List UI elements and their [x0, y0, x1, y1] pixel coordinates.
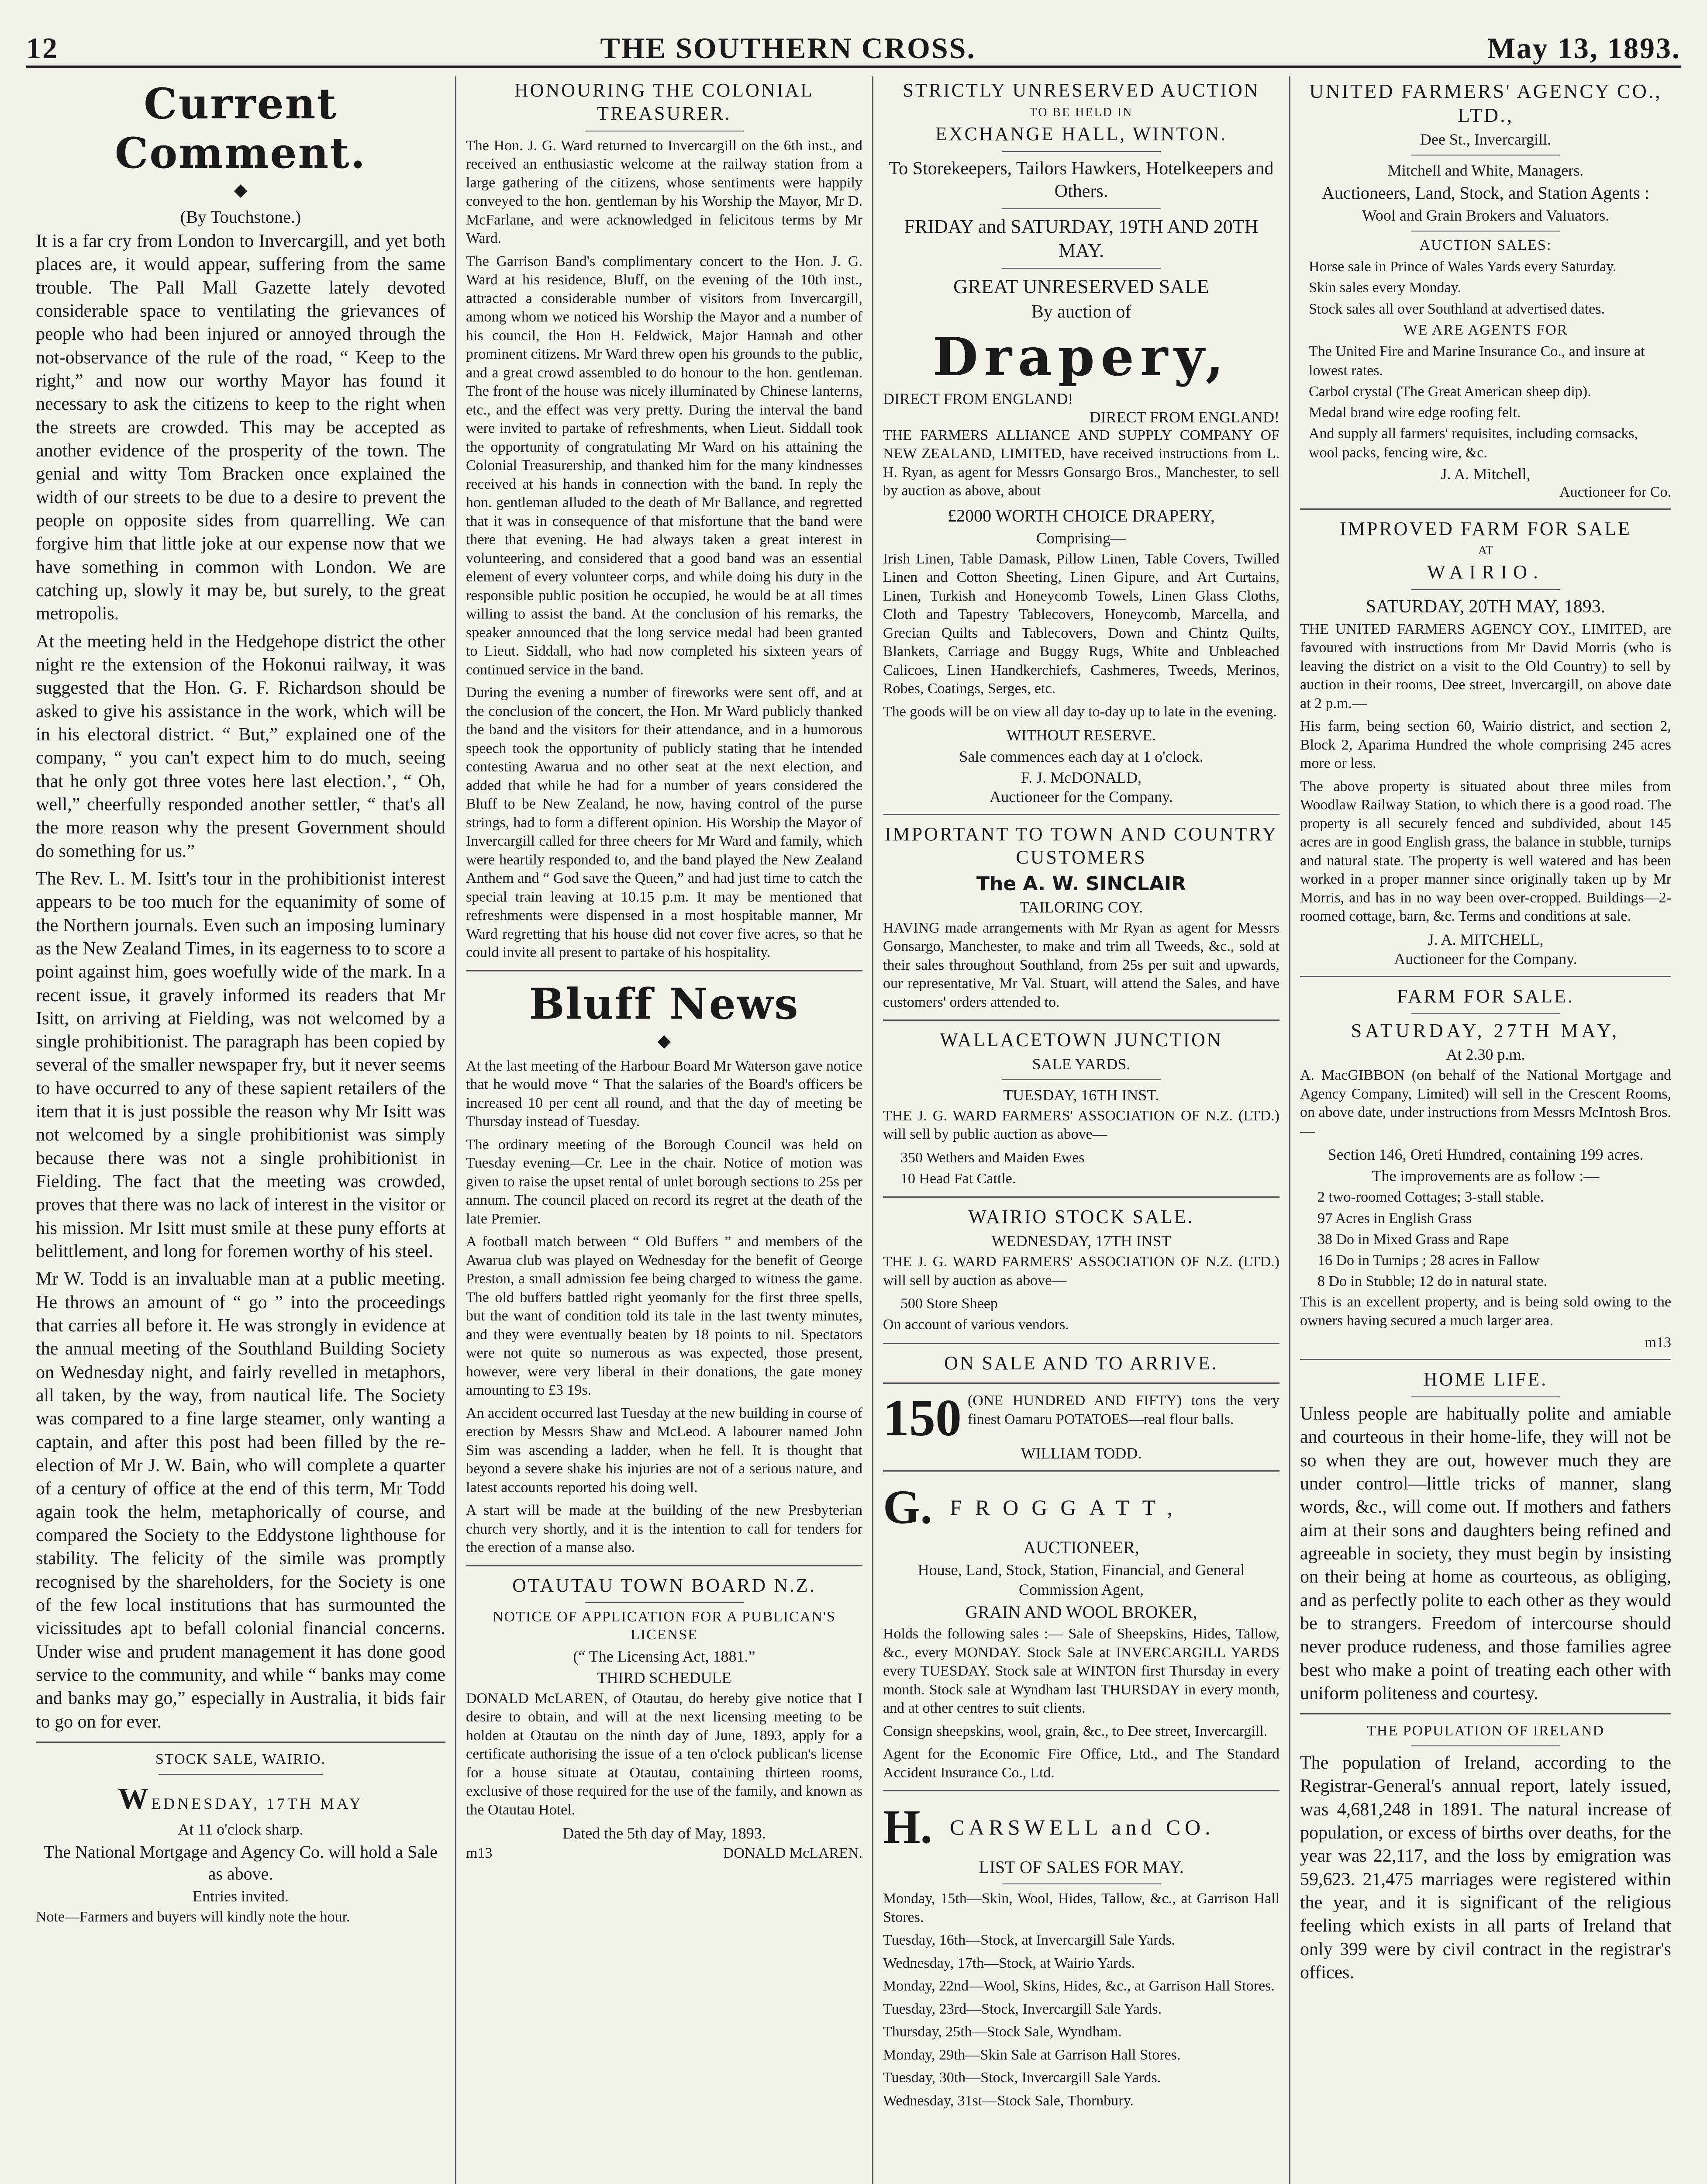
ufa-address: Dee St., Invercargill.	[1420, 131, 1552, 149]
issue-date: May 13, 1893.	[1487, 31, 1681, 65]
divider	[883, 1790, 1279, 1791]
otautau-footer	[466, 1845, 862, 1862]
froggatt-agent: Agent for the Economic Fire Office, Ltd., and The Standard Accident Insurance Co., Ltd.	[883, 1746, 1279, 1781]
auction-great: GREAT UNRESERVED SALE	[953, 275, 1209, 297]
sinclair-body: HAVING made arrangements with Mr Ryan as agent for Messrs Gonsargo, Manchester, to make and trim all Tweeds, &c., sold at their sales throughout Southland, from 25s per suit and upwards, our representative, Mr Val. Stuart, will attend the Sales, and have customers' orders attended to.	[883, 919, 1279, 1010]
divider	[1411, 1745, 1560, 1746]
wallacetown-heading: WALLACETOWN JUNCTION	[940, 1029, 1223, 1051]
list-item: The United Fire and Marine Insurance Co., and insure at lowest rates.	[1309, 343, 1645, 379]
otautau-dated: Dated the 5th day of May, 1893.	[562, 1825, 766, 1842]
column-2	[456, 76, 873, 2184]
divider	[1300, 976, 1671, 977]
wallacetown-body: THE J. G. WARD FARMERS' ASSOCIATION OF N.Z. (LTD.) will sell by public auction as above—	[883, 1107, 1279, 1143]
divider	[883, 1343, 1279, 1344]
farm-body: A. MacGIBBON (on behalf of the National Mortgage and Agency Company, Limited) will sell in the Crescent Rooms, on above date, under instructions from Messrs McIntosh Bros.—	[1300, 1067, 1671, 1139]
auction-venue: EXCHANGE HALL, WINTON.	[935, 123, 1228, 145]
sinclair-name: The A. W. SINCLAIR	[976, 872, 1186, 895]
ref-code: m13	[1645, 1334, 1671, 1351]
list-item: Tuesday, 30th—Stock, Invercargill Sale Yards.	[883, 2070, 1161, 2086]
ufa-heading: UNITED FARMERS' AGENCY CO., LTD.,	[1309, 80, 1662, 127]
divider	[1300, 508, 1671, 510]
newspaper-title: THE SOUTHERN CROSS.	[600, 31, 976, 65]
froggatt-name: FROGGATT,	[950, 1495, 1186, 1520]
list-item: 8 Do in Stubble; 12 do in natural state.	[1317, 1273, 1547, 1290]
ornament-icon: ◆	[657, 1030, 671, 1051]
list-item: Monday, 15th—Skin, Wool, Hides, Tallow, &c., at Garrison Hall Stores.	[883, 1890, 1279, 1925]
farm-heading: FARM FOR SALE.	[1397, 985, 1575, 1007]
improved-heading: IMPROVED FARM FOR SALE	[1340, 518, 1631, 539]
auction-commence: Sale commences each day at 1 o'clock.	[959, 748, 1204, 766]
list-item: Monday, 22nd—Wool, Skins, Hides, &c., at Garrison Hall Stores.	[883, 1978, 1275, 1994]
home-life-body: Unless people are habitually polite and amiable and courteous in their home-life, they will not be so when they are out, however much they are under control—little tricks of manner, slang words, &c., will come out. If mothers and fathers aim at their sons and daughters being refined and agreeable in society, they must begin by insisting on their being at home as courteous, as obliging, and as perfectly polite to each other as they would be to strangers. Freedom of intercourse should never produce rudeness, and those families agree best who make a point of treating each other with uniform politeness and courtesy.	[1300, 1404, 1671, 1704]
otautau-body: DONALD McLAREN, of Otautau, do hereby give notice that I desire to obtain, and will at the next licensing meeting to be holden at Otautau on the ninth day of June, 1893, apply for a certificate authorising the issue of a ten o'clock publican's license for a house situate at Otautau, containing thirteen rooms, exclusive of those required for the use of the family, and known as the Otautau Hotel.	[466, 1690, 862, 1818]
divider	[883, 1019, 1279, 1021]
signer: WILLIAM TODD.	[1021, 1444, 1142, 1462]
otautau-notice: NOTICE OF APPLICATION FOR A PUBLICAN'S LICENSE	[493, 1609, 836, 1643]
columns	[26, 76, 1681, 2184]
drapery-heading: Drapery,	[932, 326, 1230, 388]
ireland-body: The population of Ireland, according to the Registrar-General's annual report, lately issued, was 4,681,248 in 1891. The natural increase of population, or excess of births over deaths, for the year was 22,117, and the loss by emigration was 59,623. 21,475 marriages were registered within the year, and it is significant of the religious feeling which exists in all parts of Ireland that only 399 were by civil contract in the registrar's offices.	[1300, 1753, 1671, 1983]
comment-para: At the meeting held in the Hedgehope district the other night re the extension of the Hokonui railway, it was suggested that the Hon. G. F. Richardson should be asked to give his assistance in the work, which will be in his electoral district. “ But,” explained one of the company, “ you can't expect him to do much, seeing that he only got three votes here last election.’, “ Oh, well,” cheerfully responded another settler, “ that's all the more reason why the present Government should do something for us.”	[36, 631, 445, 861]
list-item: Wednesday, 17th—Stock, at Wairio Yards.	[883, 1955, 1135, 1971]
improved-at: AT	[1478, 544, 1493, 558]
wallacetown-sub: SALE YARDS.	[1032, 1055, 1131, 1073]
auction-comprising: Comprising—	[1036, 529, 1126, 547]
sinclair-heading: IMPORTANT TO TOWN AND COUNTRY CUSTOMERS	[884, 823, 1278, 868]
auction-dates: FRIDAY and SATURDAY, 19TH AND 20TH MAY.	[904, 215, 1259, 261]
divider	[1411, 1396, 1560, 1397]
comment-para: The Rev. L. M. Isitt's tour in the prohibitionist interest appears to be too much for the equanimity of some of the Northern journals. Even such an imposing luminary as the New Zealand Times, in its eagerness to to score a point against him, goes woefully wide of the mark. In a recent issue, it gravely informed its readers that Mr Isitt, on arriving at Fielding, was not welcomed by a single prohibitionist. The paragraph has been copied by several of the smaller newspaper fry, but it never seems to have occurred to any of these sapient retailers of the item that it is just possible the reason why Mr Isitt was not welcomed by a single prohibitionist was simply because there was not a single prohibitionist in Fielding. The fact that the meeting was crowded, proves that there was no lack of interest in the visitor or his mission. Mr Isitt must smile at these puny efforts at belittlement, and long for foremen worthy of his steel.	[36, 868, 445, 1262]
wairio-heading: WAIRIO STOCK SALE.	[968, 1206, 1194, 1228]
divider	[1002, 1883, 1160, 1884]
ufa-brokers: Wool and Grain Brokers and Valuators.	[1362, 207, 1610, 225]
stock-sale-entries: Entries invited.	[193, 1887, 289, 1905]
list-item: Tuesday, 23rd—Stock, Invercargill Sale Yards.	[883, 2001, 1162, 2017]
honour-para: During the evening a number of fireworks were sent off, and at the conclusion of the concert, the Hon. Mr Ward publicly thanked the band and the visitors for their attendance, and in a humorous speech took the opportunity of publicly stating that he intended contesting Awarua and no other seat at the next election, and added that while he had for a number of years considered the Bluff to be New Zealand, he now, having control of the purse strings, had to form a different opinion. His Worship the Mayor of Invercargill called for three cheers for Mr Ward and family, which were heartily responded to, and the band played the New Zealand Anthem and “ God save the Queen,” and had just time to catch the special train leaving at 10.15 p.m. It may be mentioned that refreshments were dispensed in a most hospitable manner, Mr Ward regretting that his house did not cover five acres, so that he could invite all present to partake of his hospitality.	[466, 684, 862, 961]
farm-date: SATURDAY, 27TH MAY,	[1351, 1019, 1621, 1041]
froggatt-desc: House, Land, Stock, Station, Financial, and General Commission Agent,	[917, 1561, 1245, 1599]
divider	[585, 1602, 743, 1603]
divider	[883, 1196, 1279, 1198]
auction-body: THE FARMERS ALLIANCE AND SUPPLY COMPANY OF NEW ZEALAND, LIMITED, have received instructions from L. H. Ryan, as agent for Messrs Gonsargo Bros., Manchester, to sell by auction as above, about	[883, 427, 1279, 499]
stock-sale-heading: STOCK SALE, WAIRIO.	[155, 1751, 326, 1767]
divider	[466, 1565, 862, 1566]
ireland-heading: THE POPULATION OF IRELAND	[1367, 1723, 1604, 1739]
divider	[1411, 589, 1560, 590]
signer: F. J. McDONALD,	[1021, 769, 1142, 787]
comment-para: Mr W. Todd is an invaluable man at a public meeting. He throws an amount of “ go ” into the proceedings that carries all before it. He was strongly in evidence at the annual meeting of the Southland Building Society on Wednesday night, and fairly revelled in metaphors, all taken, by the way, from nautical life. The Society was compared to a fine large steamer, only wanting a captain, and after this post had been filled by the re-election of Mr J. W. Bain, who will complete a quarter of a century of office at the end of this term, Mr Todd again took the helm, metaphorically of course, and compared the Society to the Eddystone lighthouse for stability. The felicity of the simile was promptly recognised by the shareholders, for the Society is one of the few local institutions that has surmounted the vicissitudes apt to befall colonial financial concerns. Under wise and prudent management it has done good service to the community, and while “ banks may come and banks may go,” especially in Australia, it bids fair to go on for ever.	[36, 1269, 445, 1732]
otautau-schedule: THIRD SCHEDULE	[597, 1669, 731, 1686]
onsale-number: 150	[883, 1389, 962, 1447]
divider	[1002, 268, 1160, 269]
bluff-para: A football match between “ Old Buffers ” and members of the Awarua club was played on Wednesday for the benefit of George Preston, a small admission fee being charged to witness the game. The old buffers battled right yeomanly for the first three spells, but the want of condition told its tale in the last twenty minutes, and they were eventually beaten by 18 points to nil. Spectators were not quite so numerous as was expected, those present, however, were very liberal in their donations, the gate money amounting to £3 19s.	[466, 1234, 862, 1399]
list-item: 350 Wethers and Maiden Ewes	[900, 1149, 1085, 1166]
honouring-heading: HONOURING THE COLONIAL TREASURER.	[514, 79, 814, 124]
signer-role: Auctioneer for the Company.	[1394, 950, 1577, 968]
ufa-role: Auctioneers, Land, Stock, and Station Agents :	[1322, 183, 1649, 203]
bluff-para: The ordinary meeting of the Borough Council was held on Tuesday evening—Cr. Lee in the chair. Notice of motion was given to raise the upset rental of unlet borough sections to 25s per annum. The council placed on record its regret at the death of the late Premier.	[466, 1136, 862, 1227]
divider	[1411, 1013, 1560, 1014]
divider	[1300, 1359, 1671, 1360]
auction-without-reserve: WITHOUT RESERVE.	[1006, 726, 1156, 744]
auction-worth: £2000 WORTH CHOICE DRAPERY,	[948, 505, 1215, 525]
onsale-body: (ONE HUNDRED AND FIFTY) tons the very finest Oamaru POTATOES—real flour balls.	[968, 1393, 1279, 1427]
list-item: Wednesday, 31st—Stock Sale, Thornbury.	[883, 2092, 1134, 2109]
auction-audience: To Storekeepers, Tailors Hawkers, Hotelkeepers and Others.	[889, 158, 1274, 202]
direct-from-england: DIRECT FROM ENGLAND!	[1089, 408, 1279, 426]
list-item: On account of various vendors.	[883, 1317, 1069, 1333]
divider	[883, 1382, 1279, 1384]
divider	[466, 970, 862, 971]
carswell-name: CARSWELL and CO.	[950, 1814, 1215, 1839]
list-item: 97 Acres in English Grass	[1317, 1210, 1472, 1227]
comment-para: It is a far cry from London to Invercargill, and yet both places are, it would appear, suffering from the same trouble. The Pall Mall Gazette lately devoted considerable space to ventilating the grievances of people who had been injured or annoyed through the not-observance of the rule of the road, “ Keep to the right,” and now our worthy Mayor has found it necessary to ask the citizens to keep to the right when the streets are crowded. This may be accepted as another evidence of the prosperity of the town. The genial and witty Tom Bracken once explained the width of our streets to be due to a desire to prevent the people on opposite sides from quarrelling. We can forgive him that little joke at our expense now that we have something in common with London. We are catching up, slowly it may be, but surely, to the great metropolis.	[36, 231, 445, 624]
carswell-header	[883, 1799, 1279, 1855]
wairio-date: WEDNESDAY, 17TH INST	[991, 1232, 1171, 1250]
stock-sale-note: Note—Farmers and buyers will kindly note the hour.	[36, 1909, 350, 1925]
otautau-heading: OTAUTAU TOWN BOARD N.Z.	[512, 1574, 816, 1596]
divider	[883, 814, 1279, 815]
list-item: And supply all farmers' requisites, including cornsacks, wool packs, fencing wire, &c.	[1309, 425, 1638, 461]
auction-to-be-held: TO BE HELD IN	[1029, 105, 1133, 119]
ufa-agents-heading: WE ARE AGENTS FOR	[1403, 321, 1568, 338]
improved-place: WAIRIO.	[1427, 561, 1544, 583]
masthead	[26, 22, 1681, 68]
list-item: Carbol crystal (The Great American sheep dip).	[1309, 383, 1591, 400]
ufa-managers: Mitchell and White, Managers.	[1387, 162, 1584, 180]
signer: DONALD McLAREN.	[723, 1845, 862, 1862]
list-item: Thursday, 25th—Stock Sale, Wyndham.	[883, 2024, 1122, 2040]
auction-heading: STRICTLY UNRESERVED AUCTION	[903, 79, 1260, 101]
list-item: Stock sales all over Southland at advertised dates.	[1309, 301, 1605, 317]
signer: J. A. MITCHELL,	[1428, 930, 1544, 948]
auction-by: By auction of	[1031, 302, 1131, 322]
ufa-sales-heading: AUCTION SALES:	[1419, 237, 1552, 254]
stock-sale-date: WEDNESDAY, 17TH MAY	[118, 1782, 363, 1816]
froggatt-body: Holds the following sales :— Sale of Sheepskins, Hides, Tallow, &c., every MONDAY. Stock Sale at INVERCARGILL YARDS every TUESDAY. Stock sale at WINTON first Thursday in every month. Stock sale at Wyndham last THURSDAY in every month, and at other centres to suit clients.	[883, 1626, 1279, 1717]
divider	[1411, 231, 1560, 232]
wairio-body: THE J. G. WARD FARMERS' ASSOCIATION OF N.Z. (LTD.) will sell by auction as above—	[883, 1254, 1279, 1289]
list-item: Horse sale in Prince of Wales Yards every Saturday.	[1309, 259, 1617, 275]
column-3	[873, 76, 1290, 2184]
current-comment-heading: Current Comment.	[114, 79, 367, 178]
farm-improvements: The improvements are as follow :—	[1372, 1167, 1600, 1185]
list-item: Medal brand wire edge roofing felt.	[1309, 404, 1521, 421]
stock-sale-body: The National Mortgage and Agency Co. will hold a Sale as above.	[43, 1842, 438, 1884]
carswell-initial: H.	[883, 1800, 933, 1854]
divider	[1411, 155, 1560, 156]
list-item: 10 Head Fat Cattle.	[900, 1171, 1016, 1187]
stock-sale-time: At 11 o'clock sharp.	[178, 1821, 303, 1838]
list-item: Tuesday, 16th—Stock, at Invercargill Sale Yards.	[883, 1932, 1176, 1949]
ref-code: m13	[466, 1845, 493, 1862]
froggatt-consign: Consign sheepskins, wool, grain, &c., to Dee street, Invercargill.	[883, 1723, 1268, 1739]
honour-para: The Garrison Band's complimentary concert to the Hon. J. G. Ward at his residence, Bluff, on the evening of the 10th inst., attracted a considerable number of visitors from Invercargill, among whom we noticed his Worship the Mayor and a number of his council, the Hon H. Feldwick, Major Hannah and other prominent citizens. Mr Ward threw open his grounds to the public, and a great crowd assembled to do honour to the hon. gentleman. The front of the house was nicely illuminated by Chinese lanterns, etc., and the effect was very pretty. During the interval the band were invited to partake of refreshments, when Lieut. Siddall took the opportunity of congratulating Mr Ward on his attaining the Colonial Treasurership, and thanked him for the many kindnesses received at his hands in connection with the band. In reply the hon. gentleman alluded to the death of Mr Ballance, and regretted that it was in consequence of that misfortune that the band were there that evening. He had always taken a great interest in volunteering, and considered that a good band was an essential element of every volunteer corps, and while doing his duty in the responsible public position he occupied, he would be at all times willing to assist the band. At the conclusion of his remarks, the speaker announced that the long service medal had been granted to Lieut. Siddall, who had now completed his sixteen years of continued service in the band.	[466, 253, 862, 678]
list-item: 2 two-roomed Cottages; 3-stall stable.	[1317, 1189, 1544, 1206]
list-item: Skin sales every Monday.	[1309, 280, 1462, 296]
direct-from-england: DIRECT FROM ENGLAND!	[883, 390, 1073, 408]
column-4	[1290, 76, 1681, 2184]
auction-view: The goods will be on view all day to-day up to late in the evening.	[883, 703, 1277, 720]
signer-role: Auctioneer for Co.	[1559, 484, 1671, 500]
froggatt-initial: G.	[883, 1480, 933, 1534]
improved-date: SATURDAY, 20TH MAY, 1893.	[1366, 597, 1606, 617]
farm-note: This is an excellent property, and is being sold owing to the owners having secured a much larger area.	[1300, 1294, 1671, 1329]
bluff-para: At the last meeting of the Harbour Board Mr Waterson gave notice that he would move “ That the salaries of the Board's officers be increased 10 per cent all round, and that the day of meeting be Thursday instead of Tuesday.	[466, 1057, 862, 1130]
list-item: 38 Do in Mixed Grass and Rape	[1317, 1231, 1509, 1248]
list-item: 16 Do in Turnips ; 28 acres in Fallow	[1317, 1252, 1540, 1268]
honour-para: The Hon. J. G. Ward returned to Invercargill on the 6th inst., and received an enthusiastic welcome at the railway station from a large gathering of the citizens, whose sentiments were happily conveyed to the hon. gentleman by his Worship the Mayor, Mr D. McFarlane, and were acknowledged in felicitous terms by Mr Ward.	[466, 137, 862, 247]
onsale-block	[883, 1389, 1279, 1447]
farm-time: At 2.30 p.m.	[1446, 1046, 1525, 1064]
farm-section: Section 146, Oreti Hundred, containing 199 acres.	[1328, 1146, 1644, 1164]
list-item: 500 Store Sheep	[900, 1296, 998, 1312]
divider	[1300, 1713, 1671, 1714]
otautau-act: (“ The Licensing Act, 1881.”	[573, 1647, 755, 1665]
signer-role: Auctioneer for the Company.	[990, 788, 1173, 806]
auction-items: Irish Linen, Table Damask, Pillow Linen, Table Covers, Twilled Linen and Cotton Sheeting, Linen Gipure, and Art Curtains, Linen, Turkish and Honeycomb Towels, Linen Glass Cloths, Cloth and Tapestry Tablecovers, Honeycomb, Marcella, and Grecian Quilts and Tablecovers, Down and Chintz Quilts, Blankets, Carriage and Buggy Rugs, White and Unbleached Calicoes, Linen Handkerchiefs, Cashmeres, Tweeds, Merinos, Robes, Coatings, Serges, etc.	[883, 550, 1279, 697]
divider	[159, 1774, 322, 1775]
column-1	[26, 76, 456, 2184]
divider	[1002, 208, 1160, 209]
page-number: 12	[26, 31, 59, 65]
onsale-heading: ON SALE AND TO ARRIVE.	[944, 1352, 1218, 1374]
carswell-list-heading: LIST OF SALES FOR MAY.	[979, 1857, 1184, 1877]
home-life-heading: HOME LIFE.	[1423, 1368, 1548, 1390]
list-item: Monday, 29th—Skin Sale at Garrison Hall Stores.	[883, 2046, 1181, 2063]
froggatt-header	[883, 1479, 1279, 1535]
bluff-para: An accident occurred last Tuesday at the new building in course of erection by Messrs Shaw and McLeod. A labourer named John Sim was ascending a ladder, when he fell. It is thought that beyond a severe shake his injuries are not of a serious nature, and latest accounts reported his doing well.	[466, 1405, 862, 1496]
improved-desc: The above property is situated about three miles from Woodlaw Railway Station, to which there is a good road. The property is all securely fenced and subdivided, about 145 acres are in good English grass, the balance in stubble, turnips and natural state. The property is well watered and has been worked in a proper manner since originally taken up by Mr Morris, and has in no way been over-cropped. Buildings—2-roomed cottage, barn, &c. Terms and conditions at sale.	[1300, 778, 1671, 925]
improved-farm: His farm, being section 60, Wairio district, and section 2, Block 2, Aparima Hundred the whole comprising 245 acres more or less.	[1300, 718, 1671, 772]
improved-body: THE UNITED FARMERS AGENCY COY., LIMITED, are favoured with instructions from Mr David Morris (who is leaving the district on a visit to the Old Country) to sell by auction in their rooms, Dee street, Invercargill, on above date at 2 p.m.—	[1300, 621, 1671, 712]
byline: (By Touchstone.)	[180, 207, 301, 227]
froggatt-role: AUCTIONEER,	[1023, 1538, 1139, 1558]
ornament-icon: ◆	[234, 180, 248, 200]
bluff-news-heading: Bluff News	[529, 979, 800, 1029]
divider	[1002, 1079, 1160, 1080]
divider	[1002, 151, 1160, 152]
bluff-para: A start will be made at the building of the new Presbyterian church very shortly, and it is the intention to call for tenders for the erection of a manse also.	[466, 1502, 862, 1556]
froggatt-broker: GRAIN AND WOOL BROKER,	[965, 1602, 1197, 1622]
divider	[36, 1742, 445, 1743]
divider	[883, 1470, 1279, 1472]
signer: J. A. Mitchell,	[1441, 465, 1531, 483]
sinclair-sub: TAILORING COY.	[1019, 898, 1143, 916]
wallacetown-date: TUESDAY, 16TH INST.	[1003, 1086, 1159, 1104]
